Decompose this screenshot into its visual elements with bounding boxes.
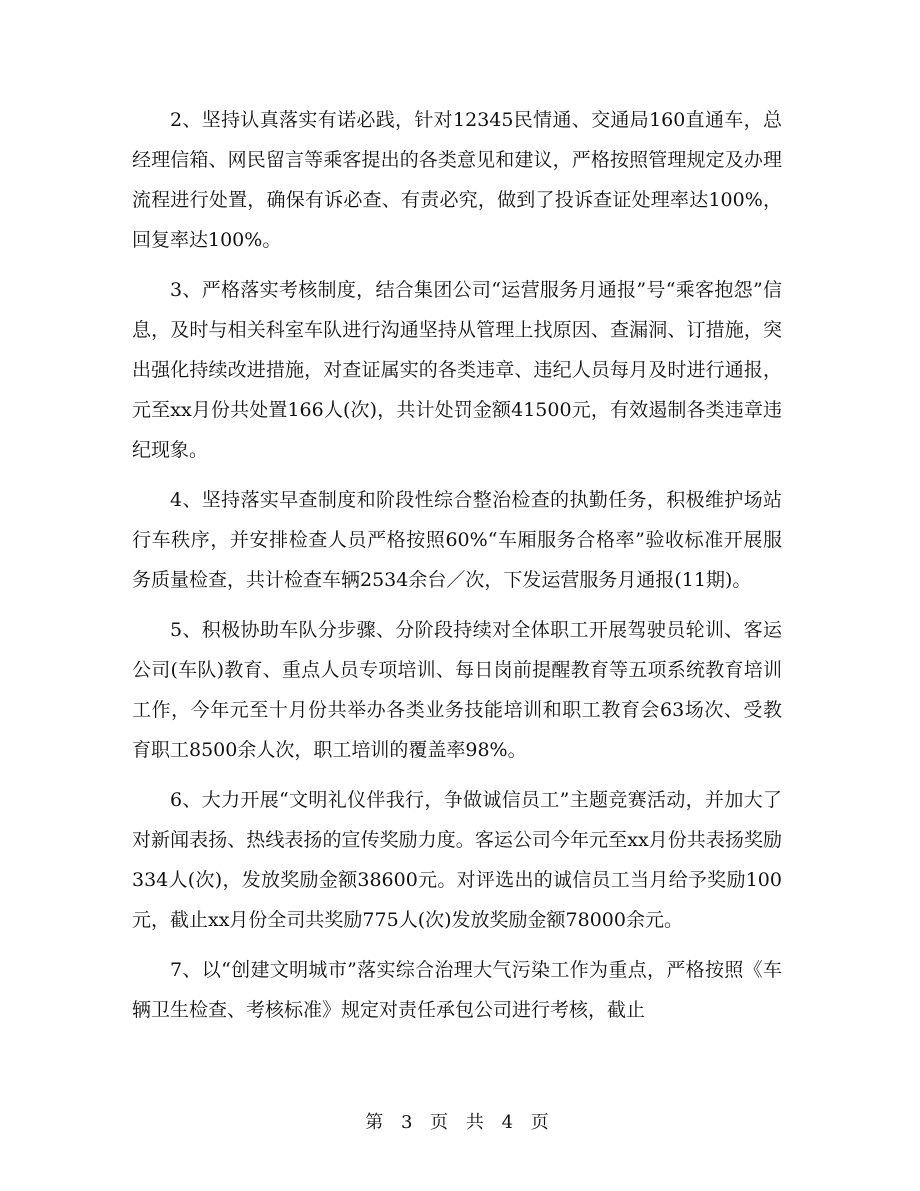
paragraph-7: 7、以“创建文明城市”落实综合治理大气污染工作为重点，严格按照《车辆卫生检查、考核标准》规定对责任承包公司进行考核，截止	[132, 959, 782, 1021]
paragraph-5: 5、积极协助车队分步骤、分阶段持续对全体职工开展驾驶员轮训、客运公司(车队)教育、重点人员专项培训、每日岗前提醒教育等五项系统教育培训工作，今年元至十月份共举办各类业务技能培训和职工教育会63场次、受教育职工8500余人次，职工培训的覆盖率98%。	[132, 619, 782, 761]
paragraph-3: 3、严格落实考核制度，结合集团公司“运营服务月通报”号“乘客抱怨”信息，及时与相关科室车队进行沟通坚持从管理上找原因、查漏洞、订措施，突出强化持续改进措施，对查证属实的各类违章、违纪人员每月及时进行通报，元至xx月份共处置166人(次)，共计处罚金额41500元，有效遏制各类违章违纪现象。	[132, 279, 782, 461]
page-number-footer: 第 3 页 共 4 页	[365, 1112, 555, 1133]
paragraph-2: 2、坚持认真落实有诺必践，针对12345民情通、交通局160直通车，总经理信箱、网民留言等乘客提出的各类意见和建议，严格按照管理规定及办理流程进行处置，确保有诉必查、有责必究，做到了投诉查证处理率达100%，回复率达100%。	[132, 109, 782, 251]
document-body	[132, 100, 782, 1040]
paragraph-4: 4、坚持落实早查制度和阶段性综合整治检查的执勤任务，积极维护场站行车秩序，并安排检查人员严格按照60%“车厢服务合格率”验收标准开展服务质量检查，共计检查车辆2534余台／次，下发运营服务月通报(11期)。	[132, 489, 782, 591]
paragraph-6: 6、大力开展“文明礼仪伴我行，争做诚信员工”主题竞赛活动，并加大了对新闻表扬、热线表扬的宣传奖励力度。客运公司今年元至xx月份共表扬奖励334人(次)，发放奖励金额38600元。对评选出的诚信员工当月给予奖励100元，截止xx月份全司共奖励775人(次)发放奖励金额78000余元。	[132, 789, 782, 931]
